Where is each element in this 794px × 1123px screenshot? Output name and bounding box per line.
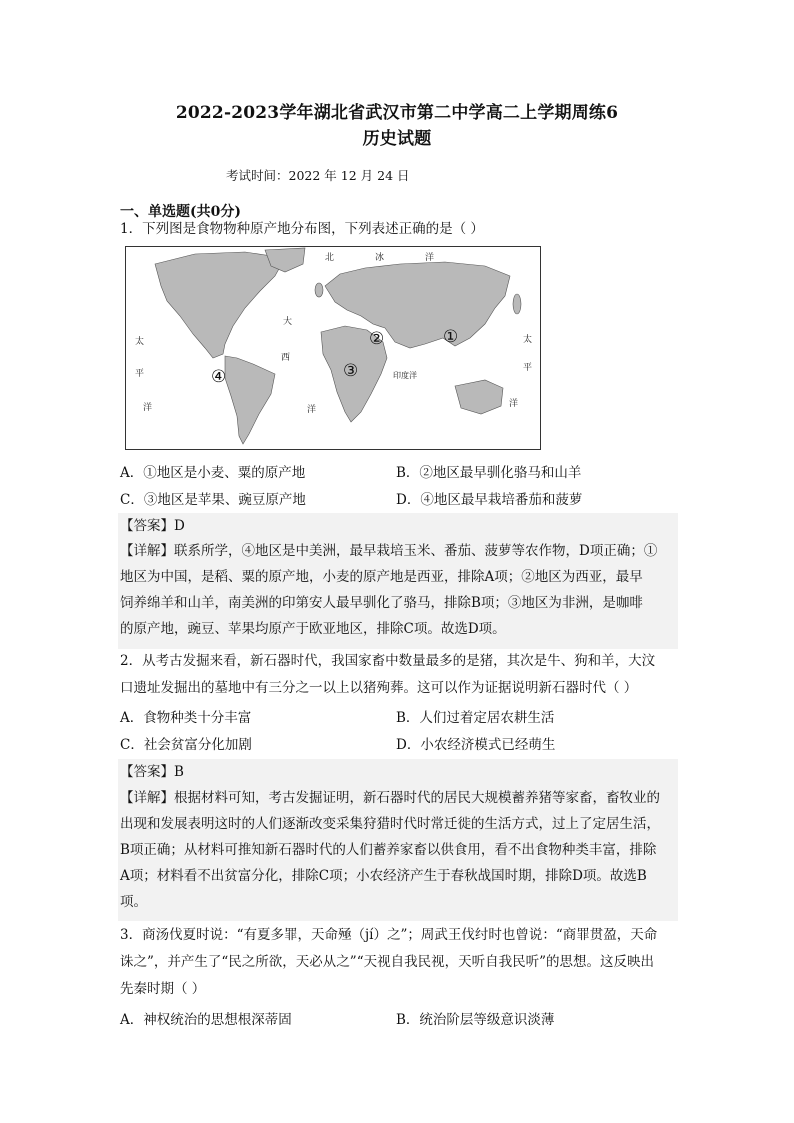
map-label-north: 北 — [325, 253, 335, 263]
map-region-2-marker: ② — [369, 329, 385, 349]
q1-option-a[interactable]: A．①地区是小麦、粟的原产地 — [120, 465, 306, 481]
map-label-ice: 冰 — [375, 253, 385, 263]
q2-stem-line-1: 2．从考古发掘来看，新石器时代，我国家畜中数量最多的是猪，其次是牛、狗和羊，大汶 — [120, 653, 656, 669]
q2-detail-line-4: A项；材料看不出贫富分化，排除C项；小农经济产生于春秋战国时期，排除D项。故选B — [120, 868, 647, 884]
q1-detail-line-4: 的原产地，豌豆、苹果均原产于欧亚地区，排除C项。故选D项。 — [120, 621, 506, 637]
q3-option-b[interactable]: B．统治阶层等级意识淡薄 — [396, 1012, 555, 1028]
map-label-pacific-right-1: 太 — [523, 335, 533, 345]
q2-detail-line-3: B项正确；从材料可推知新石器时代的人们蓄养家畜以供食用，看不出食物种类丰富，排除 — [120, 842, 657, 858]
map-label-atlantic-3: 洋 — [307, 405, 317, 415]
q1-stem: 1．下列图是食物物种原产地分布图，下列表述正确的是（ ） — [120, 221, 484, 237]
q1-option-d[interactable]: D．④地区最早栽培番茄和菠萝 — [396, 492, 583, 508]
q2-stem-line-2: 口遗址发掘出的墓地中有三分之一以上以猪殉葬。这可以作为证据说明新石器时代（ ） — [120, 680, 638, 696]
q2-option-d[interactable]: D．小农经济模式已经萌生 — [396, 737, 556, 753]
q3-stem-line-2: 诛之”，并产生了“民之所欲，天必从之”“天视自我民视，天听自我民听”的思想。这反映出 — [120, 954, 655, 970]
japan-landmass — [513, 294, 521, 314]
q3-option-a[interactable]: A．神权统治的思想根深蒂固 — [120, 1012, 292, 1028]
q2-detail-line-1: 【详解】根据材料可知，考古发掘证明，新石器时代的居民大规模蓄养猪等家畜，畜牧业的 — [120, 790, 660, 806]
exam-subtitle: 历史试题 — [362, 129, 432, 149]
q1-detail-line-1: 【详解】联系所学，④地区是中美洲，最早栽培玉米、番茄、菠萝等农作物，D项正确；① — [120, 543, 658, 559]
map-label-pacific-left-2: 平 — [135, 369, 145, 379]
q1-answer: 【答案】D — [120, 518, 185, 534]
map-region-1-marker: ① — [443, 327, 459, 347]
q2-detail-line-2: 出现和发展表明这时的人们逐渐改变采集狩猎时代时常迁徙的生活方式，过上了定居生活， — [120, 816, 660, 832]
q3-stem-line-3: 先秦时期（ ） — [120, 981, 206, 997]
exam-title: 2022-2023学年湖北省武汉市第二中学高二上学期周练6 — [175, 103, 619, 123]
map-region-3-marker: ③ — [343, 361, 359, 381]
map-label-indian-ocean: 印度洋 — [393, 371, 417, 380]
map-region-4-marker: ④ — [211, 367, 227, 387]
map-label-water: 洋 — [425, 253, 435, 263]
section-title: 一、单选题(共0分) — [120, 204, 241, 220]
q1-detail-line-2: 地区为中国，是稻、粟的原产地，小麦的原产地是西亚，排除A项；②地区为西亚，最早 — [120, 569, 643, 585]
exam-time: 考试时间：2022 年 12 月 24 日 — [226, 168, 410, 183]
map-label-pacific-left-1: 太 — [135, 337, 145, 347]
map-label-pacific-right-3: 洋 — [509, 399, 519, 409]
q1-option-b[interactable]: B．②地区最早驯化骆马和山羊 — [396, 465, 582, 481]
q2-detail-line-5: 项。 — [120, 894, 147, 910]
map-label-pacific-right-2: 平 — [523, 363, 533, 373]
q2-option-c[interactable]: C．社会贫富分化加剧 — [120, 737, 252, 753]
map-label-pacific-left-3: 洋 — [143, 403, 153, 413]
q3-stem-line-1: 3．商汤伐夏时说：“有夏多罪，天命殛（jí）之”；周武王伐纣时也曾说：“商罪贯盈，天命 — [120, 927, 658, 943]
world-map-figure — [125, 246, 541, 450]
q2-option-b[interactable]: B．人们过着定居农耕生活 — [396, 710, 555, 726]
q2-answer: 【答案】B — [120, 764, 184, 780]
uk-landmass — [315, 283, 323, 297]
map-label-atlantic-2: 西 — [281, 353, 291, 363]
q1-option-c[interactable]: C．③地区是苹果、豌豆原产地 — [120, 492, 306, 508]
map-label-atlantic-1: 大 — [283, 317, 293, 327]
q2-option-a[interactable]: A．食物种类十分丰富 — [120, 710, 252, 726]
q1-detail-line-3: 饲养绵羊和山羊，南美洲的印第安人最早驯化了骆马，排除B项；③地区为非洲，是咖啡 — [120, 595, 643, 611]
